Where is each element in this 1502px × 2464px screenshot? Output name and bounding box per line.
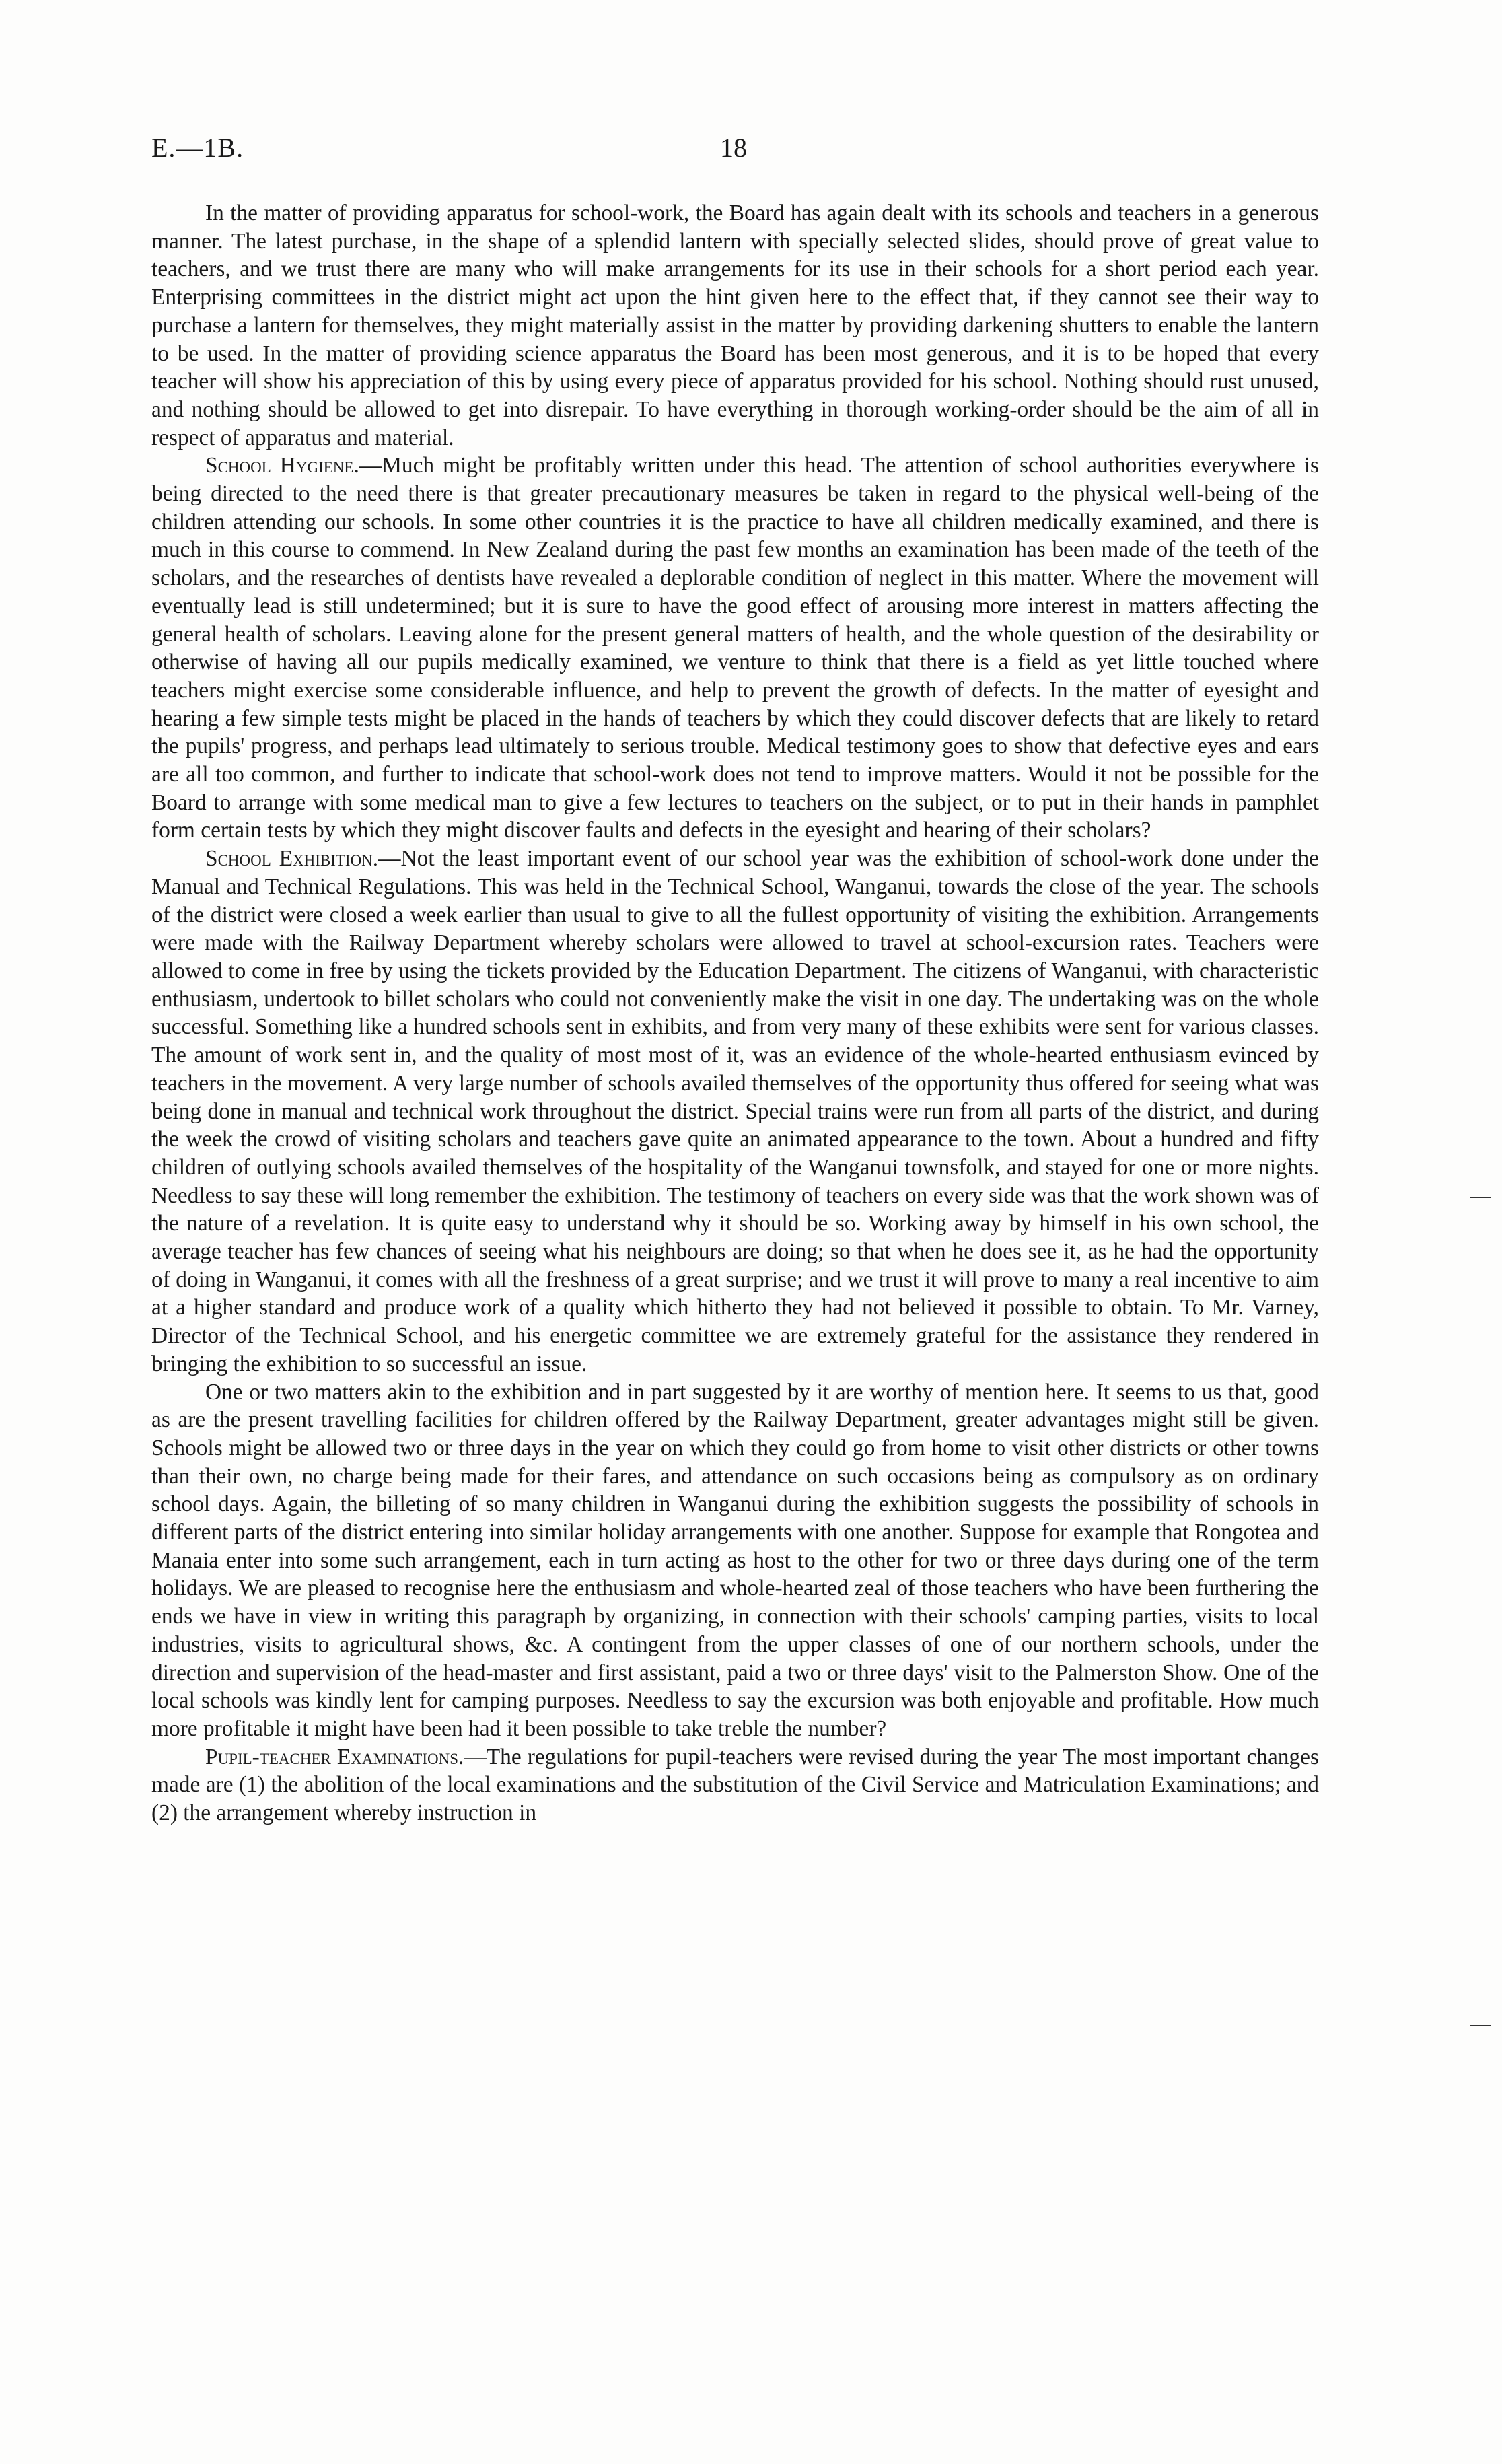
margin-mark-icon: — — [1470, 2012, 1491, 2035]
page-header — [151, 132, 1322, 172]
paragraph-school-exhibition — [151, 845, 1319, 1378]
section-heading-school-exhibition: School Exhibition. — [205, 846, 379, 872]
paragraph-pupil-teacher-examinations — [151, 1743, 1319, 1827]
body-text — [151, 199, 1319, 1827]
document-code: E.—1B. — [151, 133, 244, 163]
paragraph-text: One or two matters akin to the exhibition and in part suggested by it are worthy of mention here. It seems to us that, good as are the present travelling facilities for children offered by the Railway Department, greater advantages might still be given. Schools might be allowed two or three days in the year on which they could go from home to visit other districts or other towns than their own, no charge being made for their fares, and attendance on such occasions being as compulsory as on ordinary school days. Again, the billeting of so many children in Wanganui during the exhibition suggests the possibility of schools in different parts of the district entering into similar holiday arrangements with one another. Suppose for example that Rongotea and Manaia enter into some such arrangement, each in turn acting as host to the other for two or three days during one of the term holidays. We are pleased to recognise here the enthusiasm and whole-hearted zeal of those teachers who have been furthering the ends we have in view in writing this paragraph by organizing, in connection with their schools' camping parties, visits to local industries, visits to agricultural shows, &c. A contingent from the upper classes of one of our northern schools, under the direction and supervision of the head-master and first assistant, paid a two or three days' visit to the Palmerston Show. One of the local schools was kindly lent for camping purposes. Needless to say the excursion was both enjoyable and profitable. How much more profitable it might have been had it been possible to take treble the number? — [151, 1379, 1319, 1741]
section-heading-pupil-teacher-examinations: Pupil-teacher Examinations. — [205, 1744, 464, 1769]
paragraph-school-hygiene — [151, 452, 1319, 845]
paragraph-text: —Much might be profitably written under this head. The attention of school authorities everywhere is being directed to the need there is that greater precautionary measures be taken in regard to the physical well-being of the children attending our schools. In some other countries it is the practice to have all children medically examined, and there is much in this course to commend. In New Zealand during the past few months an examination has been made of the teeth of the scholars, and the researches of dentists have revealed a deplorable condition of neglect in this matter. Where the movement will eventually lead is still undetermined; but it is sure to have the good effect of arousing more interest in matters affecting the general health of scholars. Leaving alone for the present general matters of health, and the whole question of the desirability or otherwise of having all our pupils medically examined, we venture to think that there is a field as yet little touched where teachers might exercise some considerable influence, and help to prevent the growth of defects. In the matter of eyesight and hearing a few simple tests might be placed in the hands of teachers by which they could discover defects that are likely to retard the pupils' progress, and perhaps lead ultimately to serious trouble. Medical testimony goes to show that defective eyes and ears are all too common, and further to indicate that school-work does not tend to improve matters. Would it not be possible for the Board to arrange with some medical man to give a few lectures to teachers on the subject, or to put in their hands in pamphlet form certain tests by which they might discover faults and defects in the eyesight and hearing of their scholars? — [151, 453, 1319, 843]
paragraph-related-matters — [151, 1378, 1319, 1743]
section-heading-school-hygiene: School Hygiene. — [205, 453, 359, 479]
paragraph-text: —Not the least important event of our school year was the exhibition of school-work done under the Manual and Technical Regulations. This was held in the Technical School, Wanganui, towards the close of the year. The schools of the district were closed a week earlier than usual to give to all the fullest opportunity of visiting the exhibition. Arrangements were made with the Railway Department whereby scholars were allowed to travel at school-excursion rates. Teachers were allowed to come in free by using the tickets provided by the Education Department. The citizens of Wanganui, with characteristic enthusiasm, undertook to billet scholars who could not conveniently make the visit in one day. The undertaking was on the whole successful. Something like a hundred schools sent in exhibits, and from very many of these exhibits were sent for various classes. The amount of work sent in, and the quality of most most of it, was an evidence of the whole-hearted enthusiasm evinced by teachers in the movement. A very large number of schools availed themselves of the opportunity thus offered for seeing what was being done in manual and technical work throughout the district. Special trains were run from all parts of the district, and during the week the crowd of visiting scholars and teachers gave quite an animated appearance to the town. About a hundred and fifty children of outlying schools availed themselves of the hospitality of the Wanganui townsfolk, and stayed for one or more nights. Needless to say these will long remember the exhibition. The testimony of teachers on every side was that the work shown was of the nature of a revelation. It is quite easy to understand why it should be so. Working away by himself in his own school, the average teacher has few chances of seeing what his neighbours are doing; so that when he does see it, as he had the opportunity of doing in Wanganui, it comes with all the freshness of a great surprise; and we trust it will prove to many a real incentive to aim at a higher standard and produce work of a quality which hitherto they had not believed it possible to obtain. To Mr. Varney, Director of the Technical School, and his energetic committee we are extremely grateful for the assistance they rendered in bringing the exhibition to so successful an issue. — [151, 846, 1319, 1376]
paragraph-apparatus — [151, 199, 1319, 452]
paragraph-text: In the matter of providing apparatus for school-work, the Board has again dealt with its schools and teachers in a generous manner. The latest purchase, in the shape of a splendid lantern with specially selected slides, should prove of great value to teachers, and we trust there are many who will make arrangements for its use in their schools for a short period each year. Enterprising committees in the district might act upon the hint given here to the effect that, if they cannot see their way to purchase a lantern for themselves, they might materially assist in the matter by providing darkening shutters to enable the lantern to be used. In the matter of providing science apparatus the Board has been most generous, and it is to be hoped that every teacher will show his appreciation of this by using every piece of apparatus provided for his school. Nothing should rust unused, and nothing should be allowed to get into disrepair. To have everything in thorough working-order should be the aim of all in respect of apparatus and material. — [151, 201, 1319, 450]
margin-mark-icon: — — [1470, 1185, 1491, 1207]
page-number: 18 — [720, 133, 747, 163]
paragraph-text: —The regulations for pupil-teachers were revised during the year The most important changes made are (1) the abolition of the local examinations and the substitution of the Civil Service and Matriculation Examinations; and (2) the arrangement whereby instruction in — [151, 1744, 1319, 1826]
